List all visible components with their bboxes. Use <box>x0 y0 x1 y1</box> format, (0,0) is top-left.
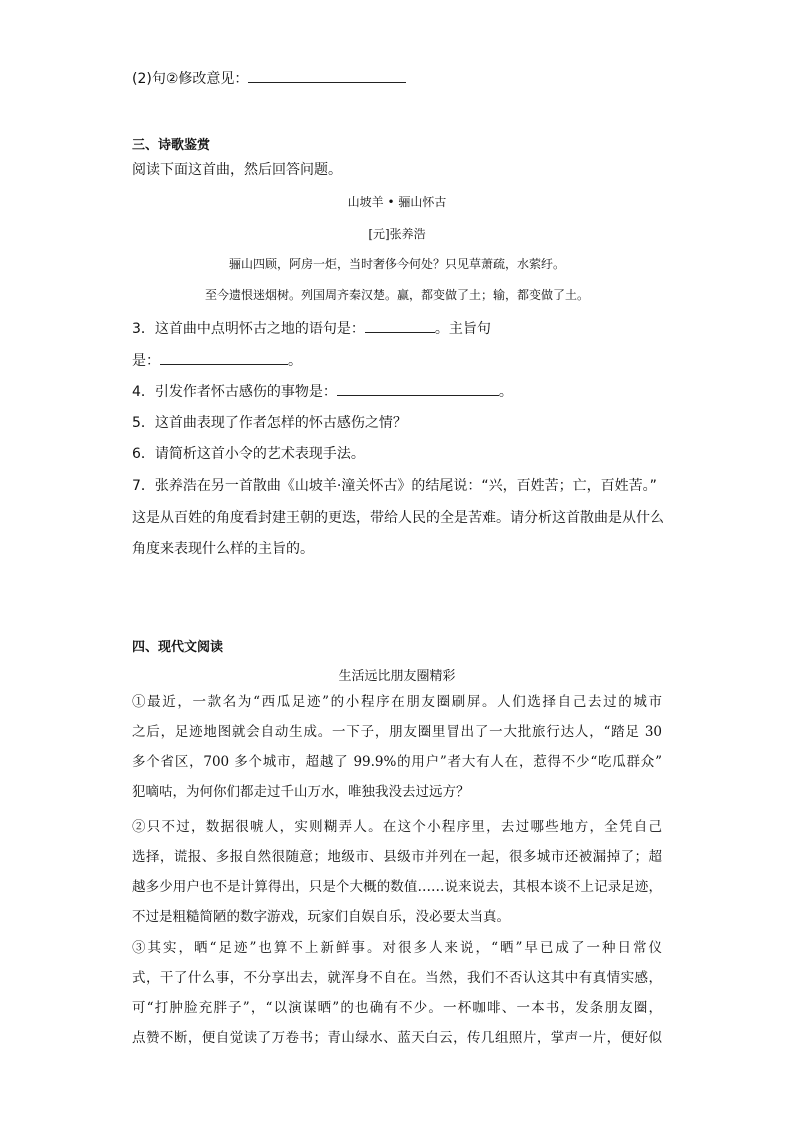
item2-prefix: (2)句②修改意见： <box>132 71 249 87</box>
item2-answer-blank[interactable] <box>248 68 406 83</box>
question-3-blank-2[interactable] <box>160 350 288 365</box>
question-6: 6．请简析这首小令的艺术表现手法。 <box>132 446 365 462</box>
paragraph-line: 式，干了什么事，不分享出去，就浑身不自在。当然，我们不否认这其中有真情实感， <box>132 970 662 986</box>
question-7-line3: 角度来表现什么样的主旨的。 <box>132 541 314 557</box>
paragraph-line: 点赞不断，便自觉读了万卷书；青山绿水、蓝天白云，传几组照片，掌声一片，便好似 <box>132 1030 662 1046</box>
poem-line-1: 骊山四顾，阿房一炬，当时奢侈今何处？只见草萧疏，水萦纡。 <box>228 257 565 271</box>
paragraph-line: ①最近，一款名为“西瓜足迹”的小程序在朋友圈刷屏。人们选择自己去过的城市 <box>132 694 662 710</box>
question-4-blank[interactable] <box>337 381 499 396</box>
paragraph-line: 多个省区，700 多个城市，超越了 99.9%的用户”者大有人在，惹得不少“吃瓜群众” <box>132 754 662 770</box>
question-3-line1 <box>132 318 491 338</box>
section3-heading: 三、诗歌鉴赏 <box>132 138 211 153</box>
poem-line-2: 至今遗恨迷烟树。列国周齐秦汉楚。赢，都变做了土；输，都变做了土。 <box>204 288 589 302</box>
poem-title: 山坡羊 • 骊山怀古 <box>347 195 447 209</box>
question-4 <box>132 381 513 401</box>
question-4-end: 。 <box>498 384 513 400</box>
section3-instruction: 阅读下面这首曲，然后回答问题。 <box>132 162 342 178</box>
question-3-blank-1[interactable] <box>365 318 435 333</box>
paragraph-line: 不过是粗糙简陋的数字游戏，玩家们自娱自乐，没必要太当真。 <box>132 909 510 925</box>
section4-heading: 四、现代文阅读 <box>132 640 224 655</box>
paragraph-line: 犯嘀咕，为何你们都走过千山万水，唯独我没去过远方？ <box>132 784 470 800</box>
question-3-text-3: 是： <box>132 353 160 369</box>
article-title: 生活远比朋友圈精彩 <box>338 669 456 684</box>
question-5: 5．这首曲表现了作者怎样的怀古感伤之情？ <box>132 415 407 431</box>
paragraph-line: 越多少用户也不是计算得出，只是个大概的数值……说来说去，其根本谈不上记录足迹， <box>132 879 662 895</box>
article-paragraph-3 <box>132 937 662 1057</box>
poem-author: [元]张养浩 <box>368 227 426 241</box>
question-3-text-2: 。主旨句 <box>434 321 491 337</box>
article-paragraph-1 <box>132 691 662 811</box>
item2-line <box>132 68 406 88</box>
question-7-line2: 这是从百姓的角度看封建王朝的更迭，带给人民的全是苦难。请分析这首散曲是从什么 <box>132 510 664 526</box>
paragraph-line: ③其实，晒“足迹”也算不上新鲜事。对很多人来说，“晒”早已成了一种日常仪 <box>132 940 662 956</box>
article-paragraph-2 <box>132 816 662 936</box>
paragraph-line: 选择，谎报、多报自然很随意；地级市、县级市并列在一起，很多城市还被漏掉了；超 <box>132 849 662 865</box>
question-3-end: 。 <box>288 353 302 369</box>
question-4-text: 4．引发作者怀古感伤的事物是： <box>132 384 337 400</box>
question-7-line1: 7．张养浩在另一首散曲《山坡羊·潼关怀古》的结尾说：“兴，百姓苦；亡，百姓苦。” <box>132 478 657 494</box>
paragraph-line: 可“打肿脸充胖子”，“以演谋晒”的也确有不少。一杯咖啡、一本书，发条朋友圈， <box>132 1000 662 1016</box>
paragraph-line: 之后，足迹地图就会自动生成。一下子，朋友圈里冒出了一大批旅行达人，“踏足 30 <box>132 724 662 740</box>
paragraph-line: ②只不过，数据很唬人，实则糊弄人。在这个小程序里，去过哪些地方，全凭自己 <box>132 819 662 835</box>
question-3-text: 3．这首曲中点明怀古之地的语句是： <box>132 321 365 337</box>
question-3-line2 <box>132 350 302 370</box>
